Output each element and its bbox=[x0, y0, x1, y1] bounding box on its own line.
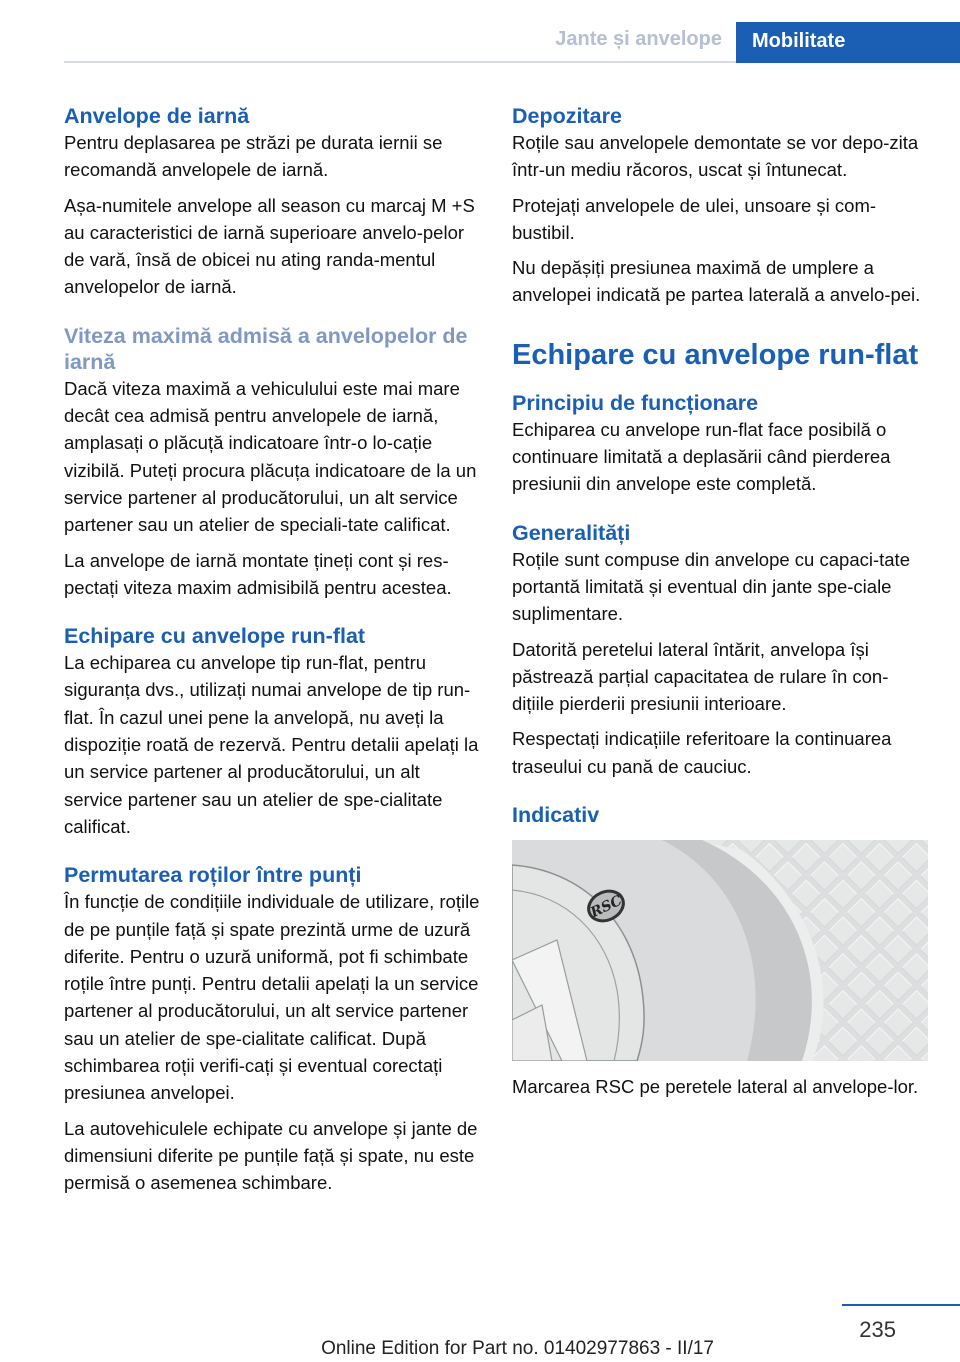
wheel-rotation-paragraph-1: În funcție de condițiile individuale de utilizare, roțile de pe punțile față și spate prezintă urme de uzură diferite. Pentru o uzură uniformă, pot fi schimbate roțile între punți. Pentru detalii apelați la un service partener al producătorului, un alt service partener sau un atelier de spe‐cialitate calificat. După schimbarea roții verifi‐cați și eventual corectați presiunea anvelopei. bbox=[64, 891, 480, 1104]
general-paragraph-3: Respectați indicațiile referitoare la continuarea traseului cu pană de cauciuc. bbox=[512, 728, 892, 777]
operating-principle-paragraph: Echiparea cu anvelope run-flat face posibilă o continuare limitată a deplasării când pierderea presiunii din anvelope este completă. bbox=[512, 418, 891, 495]
right-column bbox=[512, 103, 930, 1100]
wheel-rotation-paragraph-2: La autovehiculele echipate cu anvelope și jante de dimensiuni diferite pe punțile față și spate, nu este permisă o asemenea schimbare. bbox=[64, 1117, 478, 1194]
runflat-equipment-heading: Echipare cu anvelope run-flat bbox=[512, 338, 919, 371]
header-chapter-tab: Mobilitate bbox=[736, 22, 960, 63]
header-section-title: Jante și anvelope bbox=[555, 28, 722, 50]
max-speed-heading: Viteza maximă admisă a anvelopelor de iarnă bbox=[64, 323, 468, 374]
page-number: 235 bbox=[859, 1317, 896, 1342]
general-heading: Generalități bbox=[512, 520, 631, 545]
footer-rule bbox=[842, 1304, 960, 1306]
winter-tires-heading: Anvelope de iarnă bbox=[64, 104, 250, 128]
tire-rsc-marking-illustration bbox=[512, 840, 928, 1061]
winter-tires-paragraph-2: Așa-numitele anvelope all season cu marcaj M +S au caracteristici de iarnă superioare anvelo‐pelor de vară, însă de obicei nu ating randa‐mentul anvelopelor de iarnă. bbox=[64, 194, 475, 298]
runflat-heading: Echipare cu anvelope run-flat bbox=[64, 624, 366, 649]
wheel-rotation-heading: Permutarea roților între punți bbox=[64, 863, 362, 888]
figure-caption: Marcarea RSC pe peretele lateral al anvelope‐lor. bbox=[512, 1076, 919, 1098]
operating-principle-heading: Principiu de funcționare bbox=[512, 390, 759, 415]
edition-label: Online Edition for Part no. 01402977863 - II/17 bbox=[321, 1338, 714, 1359]
max-speed-paragraph-1: Dacă viteza maximă a vehiculului este mai mare decât cea admisă pentru anvelopele de iarnă, amplasați o plăcuță indicatoare într-o lo‐cație vizibilă. Puteți procura plăcuța indicatoare de la un service partener al producătorului, un alt service partener sau un atelier de speciali‐tate calificat. bbox=[64, 377, 477, 536]
left-column bbox=[64, 103, 482, 1197]
storage-heading: Depozitare bbox=[512, 104, 622, 128]
svg-text:RSC: RSC bbox=[588, 892, 625, 922]
runflat-paragraph-1: La echiparea cu anvelope tip run-flat, pentru siguranța dvs., utilizați numai anvelope de tip run-flat. În cazul unei pene la anvelopă, nu aveți la dispoziție roată de rezervă. Pentru detalii apelați la un service partener al producătorului, un alt service partener sau un atelier de spe‐cialitate calificat. bbox=[64, 652, 479, 837]
general-paragraph-2: Datorită peretelui lateral întărit, anvelopa își păstrează parțial capacitatea de rulare în con‐dițiile pierderii presiunii interioare. bbox=[512, 638, 889, 715]
tire-icon bbox=[512, 840, 928, 1061]
general-paragraph-1: Roțile sunt compuse din anvelope cu capaci‐tate portantă limitată și eventual din jante spe‐ciale suplimentare. bbox=[512, 548, 910, 625]
storage-paragraph-1: Roțile sau anvelopele demontate se vor depo‐zita într-un mediu răcoros, uscat și întunecat. bbox=[512, 132, 919, 181]
marking-heading: Indicativ bbox=[512, 803, 600, 828]
winter-tires-paragraph-1: Pentru deplasarea pe străzi pe durata iernii se recomandă anvelopele de iarnă. bbox=[64, 132, 443, 181]
storage-paragraph-2: Protejați anvelopele de ulei, unsoare și com‐bustibil. bbox=[512, 194, 877, 243]
storage-paragraph-3: Nu depășiți presiunea maximă de umplere a anvelopei indicată pe partea laterală a anvelo‐pei. bbox=[512, 257, 921, 306]
max-speed-paragraph-2: La anvelope de iarnă montate țineți cont și res‐pectați viteza maxim admisibilă pentru acestea. bbox=[64, 549, 452, 598]
